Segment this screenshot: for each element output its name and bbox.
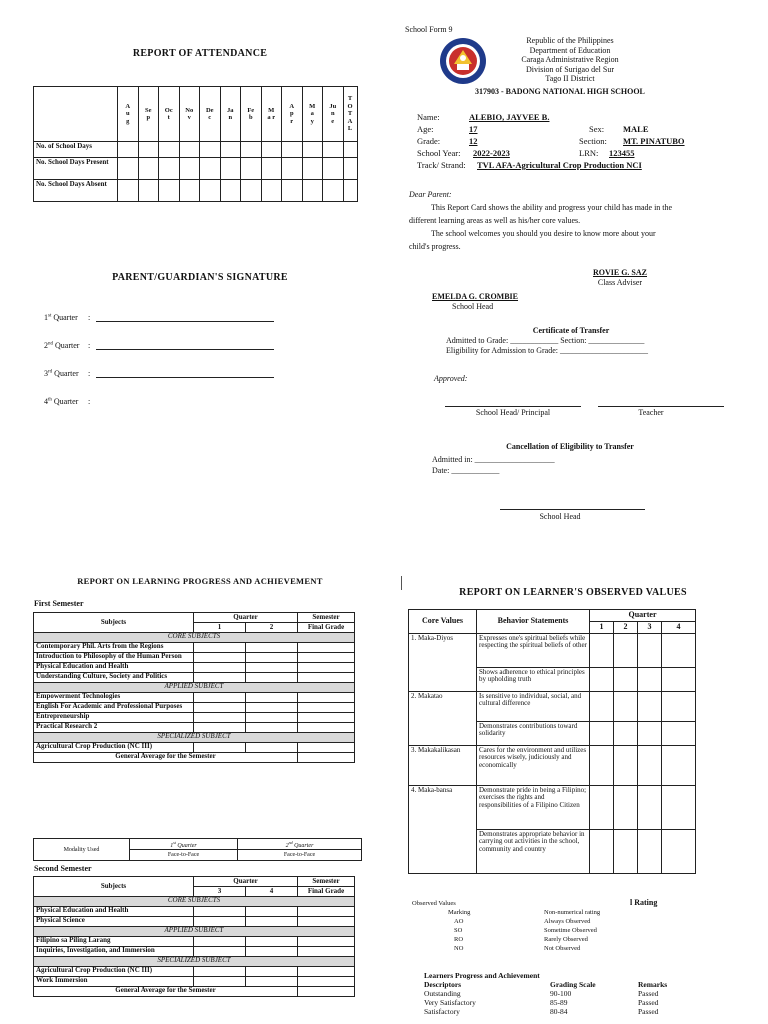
- modality-q2-value: Face-to-Face: [238, 850, 362, 861]
- cancellation-admitted: Admitted in: ____________________: [432, 455, 555, 464]
- student-age: 17: [469, 124, 478, 134]
- modality-q1-value: Face-to-Face: [130, 850, 238, 861]
- attendance-row: [34, 142, 358, 158]
- month-aug: Au g: [125, 102, 131, 125]
- student-school-year: 2022-2023: [473, 148, 510, 158]
- header-line: Republic of the Philippines: [526, 36, 614, 45]
- subject-row: Agricultural Crop Production (NC III): [34, 967, 355, 977]
- subject-row: Understanding Culture, Society and Politics: [34, 673, 355, 683]
- observed-values-table: Core Values Behavior Statements Quarter 1 2 3 4 1. Maka-Diyos Expresses one's spiritual beliefs while respecting the spiritual beliefs of other Shows adherence to ethical principles by upholding truth 2. Makatao Is sensitive to individual, social, and cultural difference Demonstrates contributions toward solidarity 3. Makakalikasan Cares for the environment and utilizes resources wisely, judiciously and economically 4. Maka-bansa Demonstrate pride in being a Filipino; exercises the rights and responsibilities of a Filipino Citizen Demonstrates appropriate behavior in carrying out activities in the school, community and country: [408, 609, 696, 874]
- month-jun: Jun e: [329, 102, 337, 125]
- values-title: REPORT ON LEARNER'S OBSERVED VALUES: [459, 587, 687, 598]
- head-block: [432, 292, 518, 312]
- month-may: Ma y: [309, 102, 316, 125]
- core-value: 4. Maka-bansa: [409, 785, 477, 873]
- subjects-header: Subjects: [34, 613, 194, 633]
- category-applied: APPLIED SUBJECT: [34, 683, 355, 693]
- approved-label: Approved:: [434, 374, 468, 383]
- principal-role: School Head/ Principal: [475, 408, 551, 417]
- legend-nonnumerical-header: Non-numerical rating: [544, 909, 601, 916]
- second-semester-label: Second Semester: [34, 864, 92, 873]
- month-feb: Fe b: [247, 106, 255, 121]
- quarter-header: Quarter: [194, 613, 298, 623]
- values-quarter-header: Quarter: [590, 610, 696, 622]
- attendance-row-label: No. School Days Absent: [34, 180, 118, 202]
- signature-line[interactable]: [96, 313, 274, 322]
- month-sep: Se p: [145, 106, 152, 121]
- behavior-statement: Demonstrates contributions toward solidarity: [477, 721, 590, 745]
- student-track: TVL AFA-Agricultural Crop Production NCI: [477, 160, 642, 170]
- head-role: School Head: [452, 302, 494, 311]
- behavior-header: Behavior Statements: [477, 610, 590, 634]
- quarter-header: Quarter: [194, 877, 298, 887]
- behavior-statement: Cares for the environment and utilizes resources wisely, judiciously and economically: [477, 745, 590, 785]
- behavior-statement: Demonstrate pride in being a Filipino; exercises the rights and responsibilities of a Filipino Citizen: [477, 785, 590, 829]
- subject-row: Contemporary Phil. Arts from the Regions: [34, 643, 355, 653]
- adviser-block: [570, 268, 670, 288]
- modality-q2-header: 2nd Quarter: [238, 839, 362, 850]
- attendance-row-label: No. School Days Present: [34, 158, 118, 180]
- transfer-title: Certificate of Transfer: [532, 326, 610, 335]
- adviser-role: Class Adviser: [597, 278, 643, 287]
- first-semester-label: First Semester: [34, 599, 84, 608]
- subject-row: Inquiries, Investigation, and Immersion: [34, 947, 355, 957]
- deped-seal-icon: [437, 36, 489, 86]
- category-core: CORE SUBJECTS: [34, 633, 355, 643]
- value-row: [409, 785, 696, 829]
- semester-header: Semester: [298, 613, 355, 623]
- signature-line[interactable]: [96, 341, 274, 350]
- student-lrn: 123455: [609, 148, 635, 158]
- month-oct: Oc t: [164, 106, 173, 121]
- subject-row: Physical Science: [34, 917, 355, 927]
- core-value: 1. Maka-Diyos: [409, 633, 477, 691]
- core-values-header: Core Values: [409, 610, 477, 634]
- second-semester-table: Subjects Quarter Semester 3 4 Final Grade CORE SUBJECTS Physical Education and Health Physical Science APPLIED SUBJECT Filipino sa Piling Larang Inquiries, Investigation, and Immersion SPECIALIZED SUBJECT Agricultural Crop Production (NC III) Work Immersion General Average for the Semester: [33, 876, 355, 997]
- modality-q1-header: 1st Quarter: [130, 839, 238, 850]
- subject-row: Entrepreneurship: [34, 713, 355, 723]
- core-value: 2. Makatao: [409, 691, 477, 745]
- value-row: [409, 745, 696, 785]
- transfer-eligibility: Eligibility for Admission to Grade: ______________________: [446, 346, 648, 355]
- general-average-row: General Average for the Semester: [34, 753, 355, 763]
- student-grade: 12: [469, 136, 478, 146]
- attendance-row-label: No. of School Days: [34, 142, 118, 158]
- header-line: Division of Surigao del Sur: [526, 64, 614, 74]
- teacher-role: Teacher: [638, 408, 664, 417]
- head-name: EMELDA G. CROMBIE: [432, 292, 519, 301]
- month-apr: Ap r: [289, 102, 295, 125]
- cancellation-date: Date: ____________: [432, 466, 500, 475]
- month-dec: De c: [205, 106, 214, 121]
- behavior-statement: Expresses one's spiritual beliefs while respecting the spiritual beliefs of other: [477, 633, 590, 667]
- page-divider: [401, 576, 402, 590]
- subject-row: Agricultural Crop Production (NC III): [34, 743, 355, 753]
- value-row: [409, 633, 696, 667]
- month-mar: Ma r: [267, 106, 276, 121]
- subject-row: Work Immersion: [34, 977, 355, 987]
- behavior-statement: Shows adherence to ethical principles by upholding truth: [477, 667, 590, 691]
- month-total: T O T A L: [347, 95, 353, 133]
- student-info: Name: ALEBIO, JAYVEE B. Age: 17 Sex: MALE Grade: 12 Section: MT. PINATUBO School Year: 2022-2023 LRN: 123455 Track/ Strand: TVL AFA-Agricultural Crop Production NCI: [417, 112, 685, 170]
- grading-legend-title: Learners Progress and Achievement: [424, 971, 540, 980]
- subject-row: Introduction to Philosophy of the Human Person: [34, 653, 355, 663]
- cancellation-role: School Head: [539, 512, 581, 521]
- subject-row: English For Academic and Professional Purposes: [34, 703, 355, 713]
- semester-header: Semester: [298, 877, 355, 887]
- subject-row: Filipino sa Piling Larang: [34, 937, 355, 947]
- month-nov: No v: [185, 106, 194, 121]
- parent-letter: Dear Parent: This Report Card shows the ability and progress your child has made in the different learning areas as well as his/her core values. The school welcomes you should you desire to know more about your child's progress.: [409, 188, 734, 253]
- attendance-table: [33, 86, 358, 202]
- student-name: ALEBIO, JAYVEE B.: [469, 112, 550, 122]
- signature-list: [44, 294, 274, 406]
- signature-line[interactable]: [96, 369, 274, 378]
- attendance-corner-cell: [34, 87, 118, 142]
- behavior-statement: Is sensitive to individual, social, and cultural difference: [477, 691, 590, 721]
- signature-row-q4: 4th Quarter :: [44, 397, 91, 406]
- cancellation-title: Cancellation of Eligibility to Transfer: [506, 442, 634, 451]
- learning-title: REPORT ON LEARNING PROGRESS AND ACHIEVEMENT: [77, 576, 323, 586]
- adviser-name: ROVIE G. SAZ: [592, 268, 647, 277]
- student-sex: MALE: [623, 124, 649, 134]
- modality-table: [33, 838, 362, 861]
- subjects-header: Subjects: [34, 877, 194, 897]
- month-jan: Ja n: [227, 106, 234, 121]
- category-specialized: SPECIALIZED SUBJECT: [34, 957, 355, 967]
- general-average-row: General Average for the Semester: [34, 987, 355, 997]
- school-form-label: School Form 9: [405, 25, 453, 34]
- student-section: MT. PINATUBO: [623, 136, 685, 146]
- legend-observed-label: Observed Values: [412, 900, 456, 907]
- letter-salutation: Dear Parent:: [409, 190, 452, 199]
- grading-legend: Learners Progress and Achievement Descriptors Grading Scale Remarks Outstanding 90-100 Passed Very Satisfactory 85-89 Passed Satisfactory 80-84 Passed: [424, 971, 724, 1016]
- signature-row-q1: 1st Quarter :: [44, 294, 274, 322]
- transfer-certificate: [446, 326, 736, 356]
- attendance-title: REPORT OF ATTENDANCE: [132, 48, 268, 59]
- subject-row: Physical Education and Health: [34, 663, 355, 673]
- school-name: 317903 - BADONG NATIONAL HIGH SCHOOL: [475, 87, 645, 96]
- header-line: Tago II District: [545, 74, 595, 83]
- category-specialized: SPECIALIZED SUBJECT: [34, 733, 355, 743]
- values-legend: Observed Values l Rating Marking Non-numerical rating AO Always Observed SO Sometime Observed RO Rarely Observed NO Not Observed: [412, 898, 658, 952]
- deped-header: [500, 36, 640, 84]
- first-semester-table: Subjects Quarter Semester 1 2 Final Grade CORE SUBJECTS Contemporary Phil. Arts from the Regions Introduction to Philosophy of the Human Person Physical Education and Health Understanding Culture, Society and Politics APPLIED SUBJECT Empowerment Technologies English For Academic and Professional Purposes Entrepreneurship Practical Research 2 SPECIALIZED SUBJECT Agricultural Crop Production (NC III) General Average for the Semester: [33, 612, 355, 763]
- category-applied: APPLIED SUBJECT: [34, 927, 355, 937]
- cancellation-signature-line[interactable]: [500, 509, 645, 510]
- attendance-header-row: [34, 87, 358, 142]
- attendance-row: [34, 180, 358, 202]
- subject-row: Practical Research 2: [34, 723, 355, 733]
- transfer-admitted: Admitted to Grade: ____________ Section: ______________: [446, 336, 645, 345]
- header-line: Caraga Administrative Region: [521, 55, 619, 64]
- subject-row: Empowerment Technologies: [34, 693, 355, 703]
- signature-title: PARENT/GUARDIAN'S SIGNATURE: [112, 272, 288, 283]
- signature-row-q2: 2nd Quarter :: [44, 322, 274, 350]
- header-line: Department of Education: [529, 45, 611, 55]
- legend-rating-label: l Rating: [630, 898, 658, 907]
- value-row: [409, 691, 696, 721]
- attendance-row: [34, 158, 358, 180]
- category-core: CORE SUBJECTS: [34, 897, 355, 907]
- cancellation-block: [432, 454, 555, 476]
- modality-label: Modality Used: [34, 839, 130, 861]
- final-grade-header: Final Grade: [298, 623, 355, 633]
- core-value: 3. Makakalikasan: [409, 745, 477, 785]
- legend-marking-header: Marking: [448, 909, 471, 916]
- final-grade-header: Final Grade: [298, 887, 355, 897]
- signature-row-q3: 3rd Quarter :: [44, 350, 274, 378]
- teacher-signature-line[interactable]: [598, 406, 724, 407]
- behavior-statement: Demonstrates appropriate behavior in carrying out activities in the school, community and country: [477, 829, 590, 873]
- subject-row: Physical Education and Health: [34, 907, 355, 917]
- principal-signature-line[interactable]: [445, 406, 581, 407]
